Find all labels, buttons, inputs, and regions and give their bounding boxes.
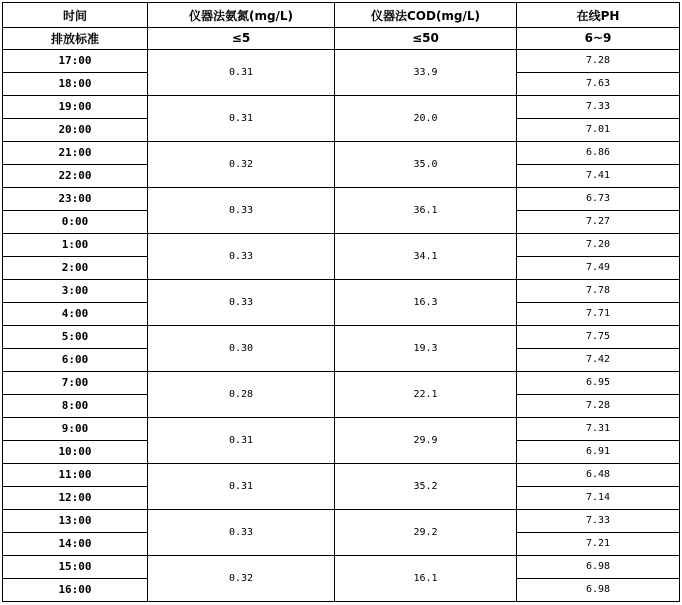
header-time: 时间: [3, 3, 148, 28]
ph-cell: 7.31: [517, 417, 680, 440]
ph-cell: 7.28: [517, 49, 680, 72]
ammonia-cell: 0.31: [148, 49, 335, 95]
table-row: [3, 141, 680, 164]
ph-cell: 7.75: [517, 325, 680, 348]
header-cod: 仪器法COD(mg/L): [335, 3, 517, 28]
table-body: [3, 28, 680, 602]
ammonia-cell: 0.31: [148, 463, 335, 509]
time-cell: 20:00: [3, 118, 148, 141]
ph-cell: 7.41: [517, 164, 680, 187]
ph-cell: 7.63: [517, 72, 680, 95]
standard-label: 排放标准: [3, 28, 148, 50]
ph-cell: 6.98: [517, 555, 680, 578]
ph-cell: 7.33: [517, 509, 680, 532]
cod-cell: 22.1: [335, 371, 517, 417]
time-cell: 3:00: [3, 279, 148, 302]
ammonia-cell: 0.33: [148, 279, 335, 325]
time-cell: 9:00: [3, 417, 148, 440]
cod-cell: 36.1: [335, 187, 517, 233]
time-cell: 14:00: [3, 532, 148, 555]
cod-cell: 35.2: [335, 463, 517, 509]
time-cell: 10:00: [3, 440, 148, 463]
time-cell: 15:00: [3, 555, 148, 578]
cod-cell: 16.3: [335, 279, 517, 325]
header-ammonia: 仪器法氨氮(mg/L): [148, 3, 335, 28]
cod-cell: 19.3: [335, 325, 517, 371]
ph-cell: 7.28: [517, 394, 680, 417]
table-row: [3, 279, 680, 302]
time-cell: 16:00: [3, 578, 148, 601]
cod-cell: 29.2: [335, 509, 517, 555]
ph-cell: 7.78: [517, 279, 680, 302]
cod-cell: 35.0: [335, 141, 517, 187]
standard-cod: ≤50: [335, 28, 517, 50]
standard-ammonia: ≤5: [148, 28, 335, 50]
time-cell: 4:00: [3, 302, 148, 325]
cod-cell: 16.1: [335, 555, 517, 601]
header-ph: 在线PH: [517, 3, 680, 28]
time-cell: 22:00: [3, 164, 148, 187]
time-cell: 11:00: [3, 463, 148, 486]
ph-cell: 6.73: [517, 187, 680, 210]
ph-cell: 7.49: [517, 256, 680, 279]
ammonia-cell: 0.32: [148, 555, 335, 601]
table-row: [3, 371, 680, 394]
time-cell: 6:00: [3, 348, 148, 371]
ph-cell: 7.27: [517, 210, 680, 233]
time-cell: 8:00: [3, 394, 148, 417]
time-cell: 1:00: [3, 233, 148, 256]
standard-ph: 6~9: [517, 28, 680, 50]
table-row: [3, 325, 680, 348]
table-row: [3, 509, 680, 532]
ph-cell: 7.14: [517, 486, 680, 509]
ammonia-cell: 0.33: [148, 509, 335, 555]
ammonia-cell: 0.33: [148, 233, 335, 279]
time-cell: 19:00: [3, 95, 148, 118]
table-row: [3, 555, 680, 578]
monitoring-data-table: [2, 2, 680, 602]
header-row: [3, 3, 680, 28]
ph-cell: 7.42: [517, 348, 680, 371]
time-cell: 13:00: [3, 509, 148, 532]
time-cell: 0:00: [3, 210, 148, 233]
table-row: [3, 233, 680, 256]
ph-cell: 6.98: [517, 578, 680, 601]
table-row: [3, 95, 680, 118]
ph-cell: 7.71: [517, 302, 680, 325]
ph-cell: 7.01: [517, 118, 680, 141]
cod-cell: 34.1: [335, 233, 517, 279]
cod-cell: 33.9: [335, 49, 517, 95]
time-cell: 21:00: [3, 141, 148, 164]
time-cell: 23:00: [3, 187, 148, 210]
time-cell: 18:00: [3, 72, 148, 95]
cod-cell: 20.0: [335, 95, 517, 141]
time-cell: 17:00: [3, 49, 148, 72]
time-cell: 7:00: [3, 371, 148, 394]
ammonia-cell: 0.31: [148, 95, 335, 141]
ammonia-cell: 0.31: [148, 417, 335, 463]
time-cell: 5:00: [3, 325, 148, 348]
standard-row: [3, 28, 680, 50]
ph-cell: 6.95: [517, 371, 680, 394]
ph-cell: 6.86: [517, 141, 680, 164]
table-row: [3, 463, 680, 486]
ph-cell: 6.48: [517, 463, 680, 486]
table-row: [3, 187, 680, 210]
table-row: [3, 417, 680, 440]
ph-cell: 7.20: [517, 233, 680, 256]
time-cell: 2:00: [3, 256, 148, 279]
ammonia-cell: 0.33: [148, 187, 335, 233]
ph-cell: 7.21: [517, 532, 680, 555]
ammonia-cell: 0.32: [148, 141, 335, 187]
time-cell: 12:00: [3, 486, 148, 509]
cod-cell: 29.9: [335, 417, 517, 463]
ph-cell: 6.91: [517, 440, 680, 463]
ammonia-cell: 0.30: [148, 325, 335, 371]
table-row: [3, 49, 680, 72]
ph-cell: 7.33: [517, 95, 680, 118]
ammonia-cell: 0.28: [148, 371, 335, 417]
